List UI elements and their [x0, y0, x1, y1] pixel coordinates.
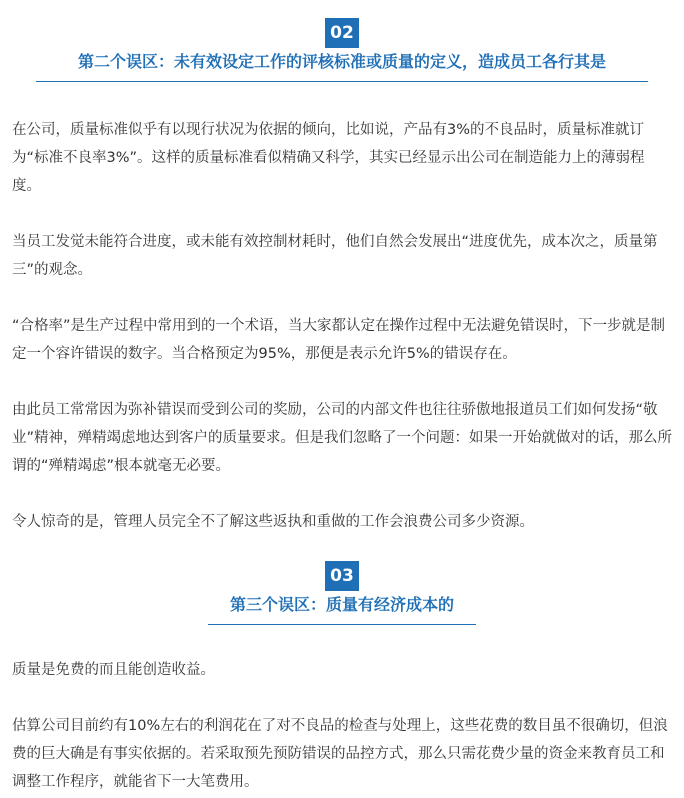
- paragraph: 估算公司目前约有10%左右的利润花在了对不良品的检查与处理上，这些花费的数目虽不很确切，但浪费的巨大确是有事实依据的。若采取预先预防错误的品控方式，那么只需花费少量的资金来教育员工和调整工作程序，就能省下一大笔费用。: [12, 718, 668, 790]
- paragraph: “合格率”是生产过程中常用到的一个术语，当大家都认定在操作过程中无法避免错误时，下一步就是制定一个容许错误的数字。当合格预定为95%，那便是表示允许5%的错误存在。: [12, 318, 666, 362]
- heading-underline: [208, 624, 476, 625]
- paragraph: 令人惊奇的是，管理人员完全不了解这些返执和重做的工作会浪费公司多少资源。: [12, 514, 534, 530]
- heading-underline: [36, 81, 648, 82]
- section-heading: 第三个误区：质量有经济成本的: [229, 595, 454, 614]
- section-number-badge: 02: [325, 18, 359, 48]
- paragraph: 质量是免费的而且能创造收益。: [12, 662, 215, 678]
- paragraph: 在公司，质量标准似乎有以现行状况为依据的倾向，比如说，产品有3%的不良品时，质量标准就订为“标准不良率3%”。这样的质量标准看似精确又科学，其实已经显示出公司在制造能力上的薄弱程度。: [12, 122, 645, 194]
- paragraph: 当员工发觉未能符合进度，或未能有效控制材耗时，他们自然会发展出“进度优先，成本次之，质量第三”的观念。: [12, 234, 658, 278]
- section-number-badge: 03: [325, 561, 359, 591]
- section-heading: 第二个误区：未有效设定工作的评核标准或质量的定义，造成员工各行其是: [77, 52, 606, 71]
- paragraph: 由此员工常常因为弥补错误而受到公司的奖励，公司的内部文件也往往骄傲地报道员工们如何发扬“敬业”精神，殚精竭虑地达到客户的质量要求。但是我们忽略了一个问题：如果一开始就做对的话，那么所谓的“殚精竭虑”根本就毫无必要。: [12, 402, 673, 474]
